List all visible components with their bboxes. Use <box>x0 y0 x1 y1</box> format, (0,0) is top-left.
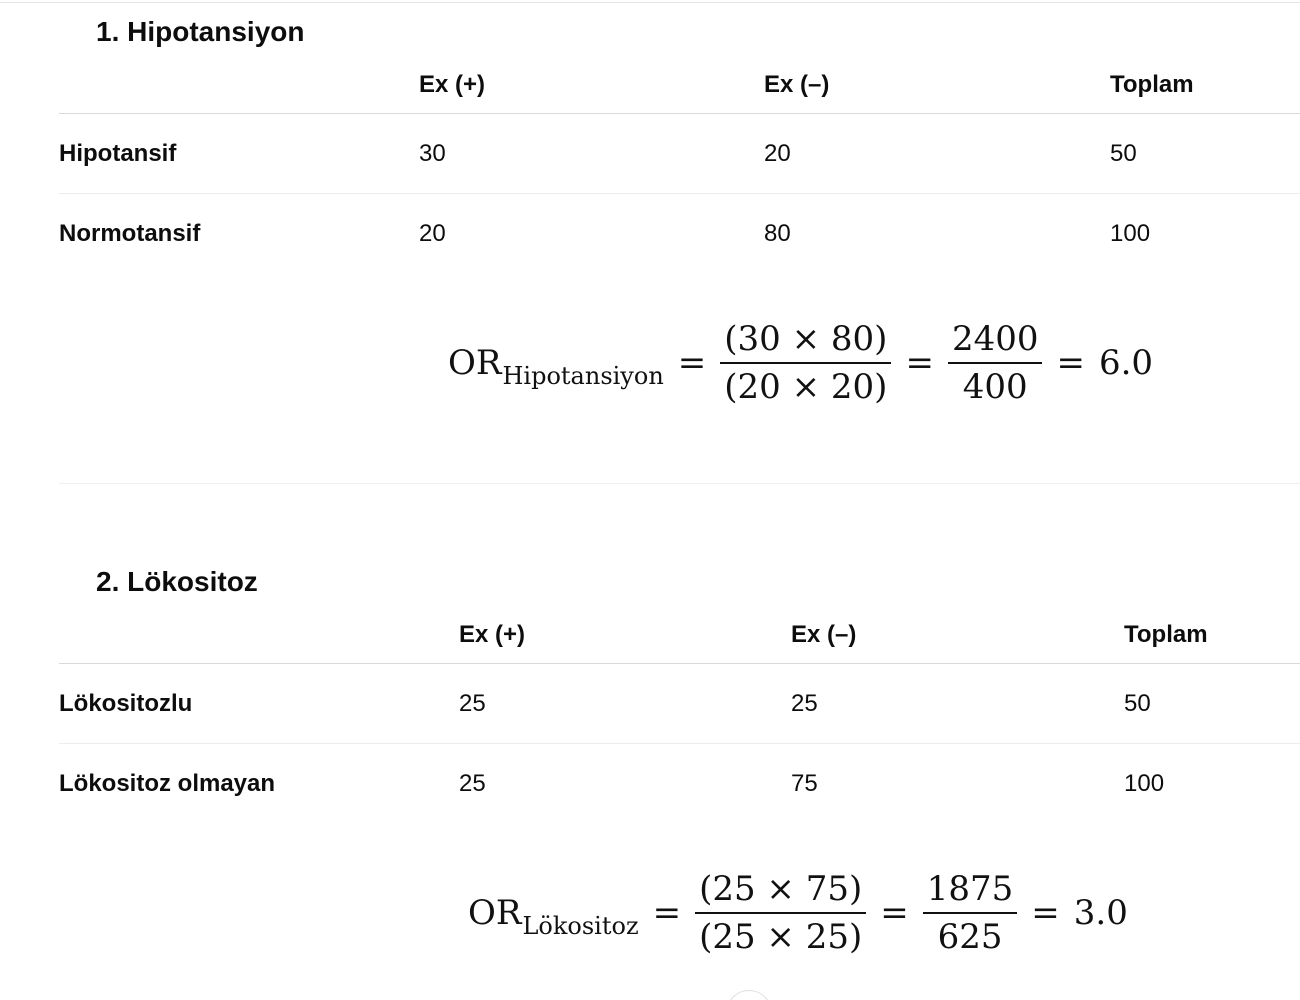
formula-lhs <box>448 343 664 390</box>
row-label: Normotansif <box>59 219 201 247</box>
table-row <box>59 194 1300 274</box>
cell-value: 25 <box>459 769 486 797</box>
section-title-lokositoz: 2. Lökositoz <box>96 566 258 597</box>
table-row <box>59 114 1300 194</box>
table-hipotansiyon <box>59 57 1300 273</box>
row-label: Lökositoz olmayan <box>59 769 276 797</box>
or-subscript: Hipotansiyon <box>502 362 664 390</box>
equals-sign: = <box>652 893 682 933</box>
table-header-row <box>59 607 1300 664</box>
row-label: Lökositozlu <box>59 664 459 744</box>
cell-value: 25 <box>791 664 1124 744</box>
header-ex-positive: Ex (+) <box>419 57 764 114</box>
header-empty <box>59 607 459 664</box>
header-ex-positive: Ex (+) <box>459 607 791 664</box>
cell-value: 20 <box>764 114 1110 194</box>
fraction-denominator: 400 <box>962 367 1028 407</box>
table-lokositoz <box>59 607 1300 823</box>
header-total: Toplam <box>1124 607 1300 664</box>
top-divider <box>0 2 1300 3</box>
header-ex-negative: Ex (–) <box>764 57 1110 114</box>
equals-sign: = <box>1031 893 1060 933</box>
equals-sign: = <box>677 343 707 383</box>
cell-value: 25 <box>459 664 791 744</box>
fraction-denominator: (25 × 25) <box>699 917 863 957</box>
formula-result: 3.0 <box>1073 893 1128 933</box>
section-divider <box>59 483 1300 484</box>
fraction-denominator: 625 <box>937 917 1003 957</box>
fraction-numerator: (30 × 80) <box>720 322 891 364</box>
fraction-products <box>720 319 891 407</box>
cell-value: 20 <box>419 219 446 247</box>
header-total: Toplam <box>1110 57 1300 114</box>
equals-sign: = <box>880 893 909 933</box>
cell-value: 50 <box>1124 664 1300 744</box>
section-title-hipotansiyon: 1. Hipotansiyon <box>96 16 305 47</box>
table-header-row <box>59 57 1300 114</box>
fraction-numerator: 1875 <box>923 872 1018 914</box>
row-label: Hipotansif <box>59 114 419 194</box>
fraction-numerator: (25 × 75) <box>695 872 866 914</box>
fraction-products <box>695 869 866 957</box>
odds-ratio-formula-lokositoz <box>468 869 1128 957</box>
formula-result: 6.0 <box>1098 343 1154 383</box>
cell-value: 30 <box>419 114 764 194</box>
table-row <box>59 664 1300 744</box>
fraction-values <box>948 319 1043 407</box>
or-symbol: OR <box>468 893 522 933</box>
cell-value: 100 <box>1110 219 1151 247</box>
equals-sign: = <box>1056 343 1085 383</box>
odds-ratio-formula-hipotansiyon <box>448 319 1154 407</box>
formula-lhs <box>468 893 639 940</box>
fraction-numerator: 2400 <box>948 322 1043 364</box>
cell-value: 75 <box>791 769 818 797</box>
header-empty <box>59 57 419 114</box>
equals-sign: = <box>905 343 934 383</box>
table-row <box>59 744 1300 824</box>
cell-value: 100 <box>1124 769 1165 797</box>
or-symbol: OR <box>448 343 502 383</box>
cell-value: 50 <box>1110 114 1300 194</box>
fraction-values <box>923 869 1018 957</box>
cell-value: 80 <box>764 219 791 247</box>
scroll-to-bottom-button[interactable] <box>726 990 772 1000</box>
or-subscript: Lökositoz <box>522 912 639 940</box>
fraction-denominator: (20 × 20) <box>724 367 888 407</box>
header-ex-negative: Ex (–) <box>791 607 1124 664</box>
